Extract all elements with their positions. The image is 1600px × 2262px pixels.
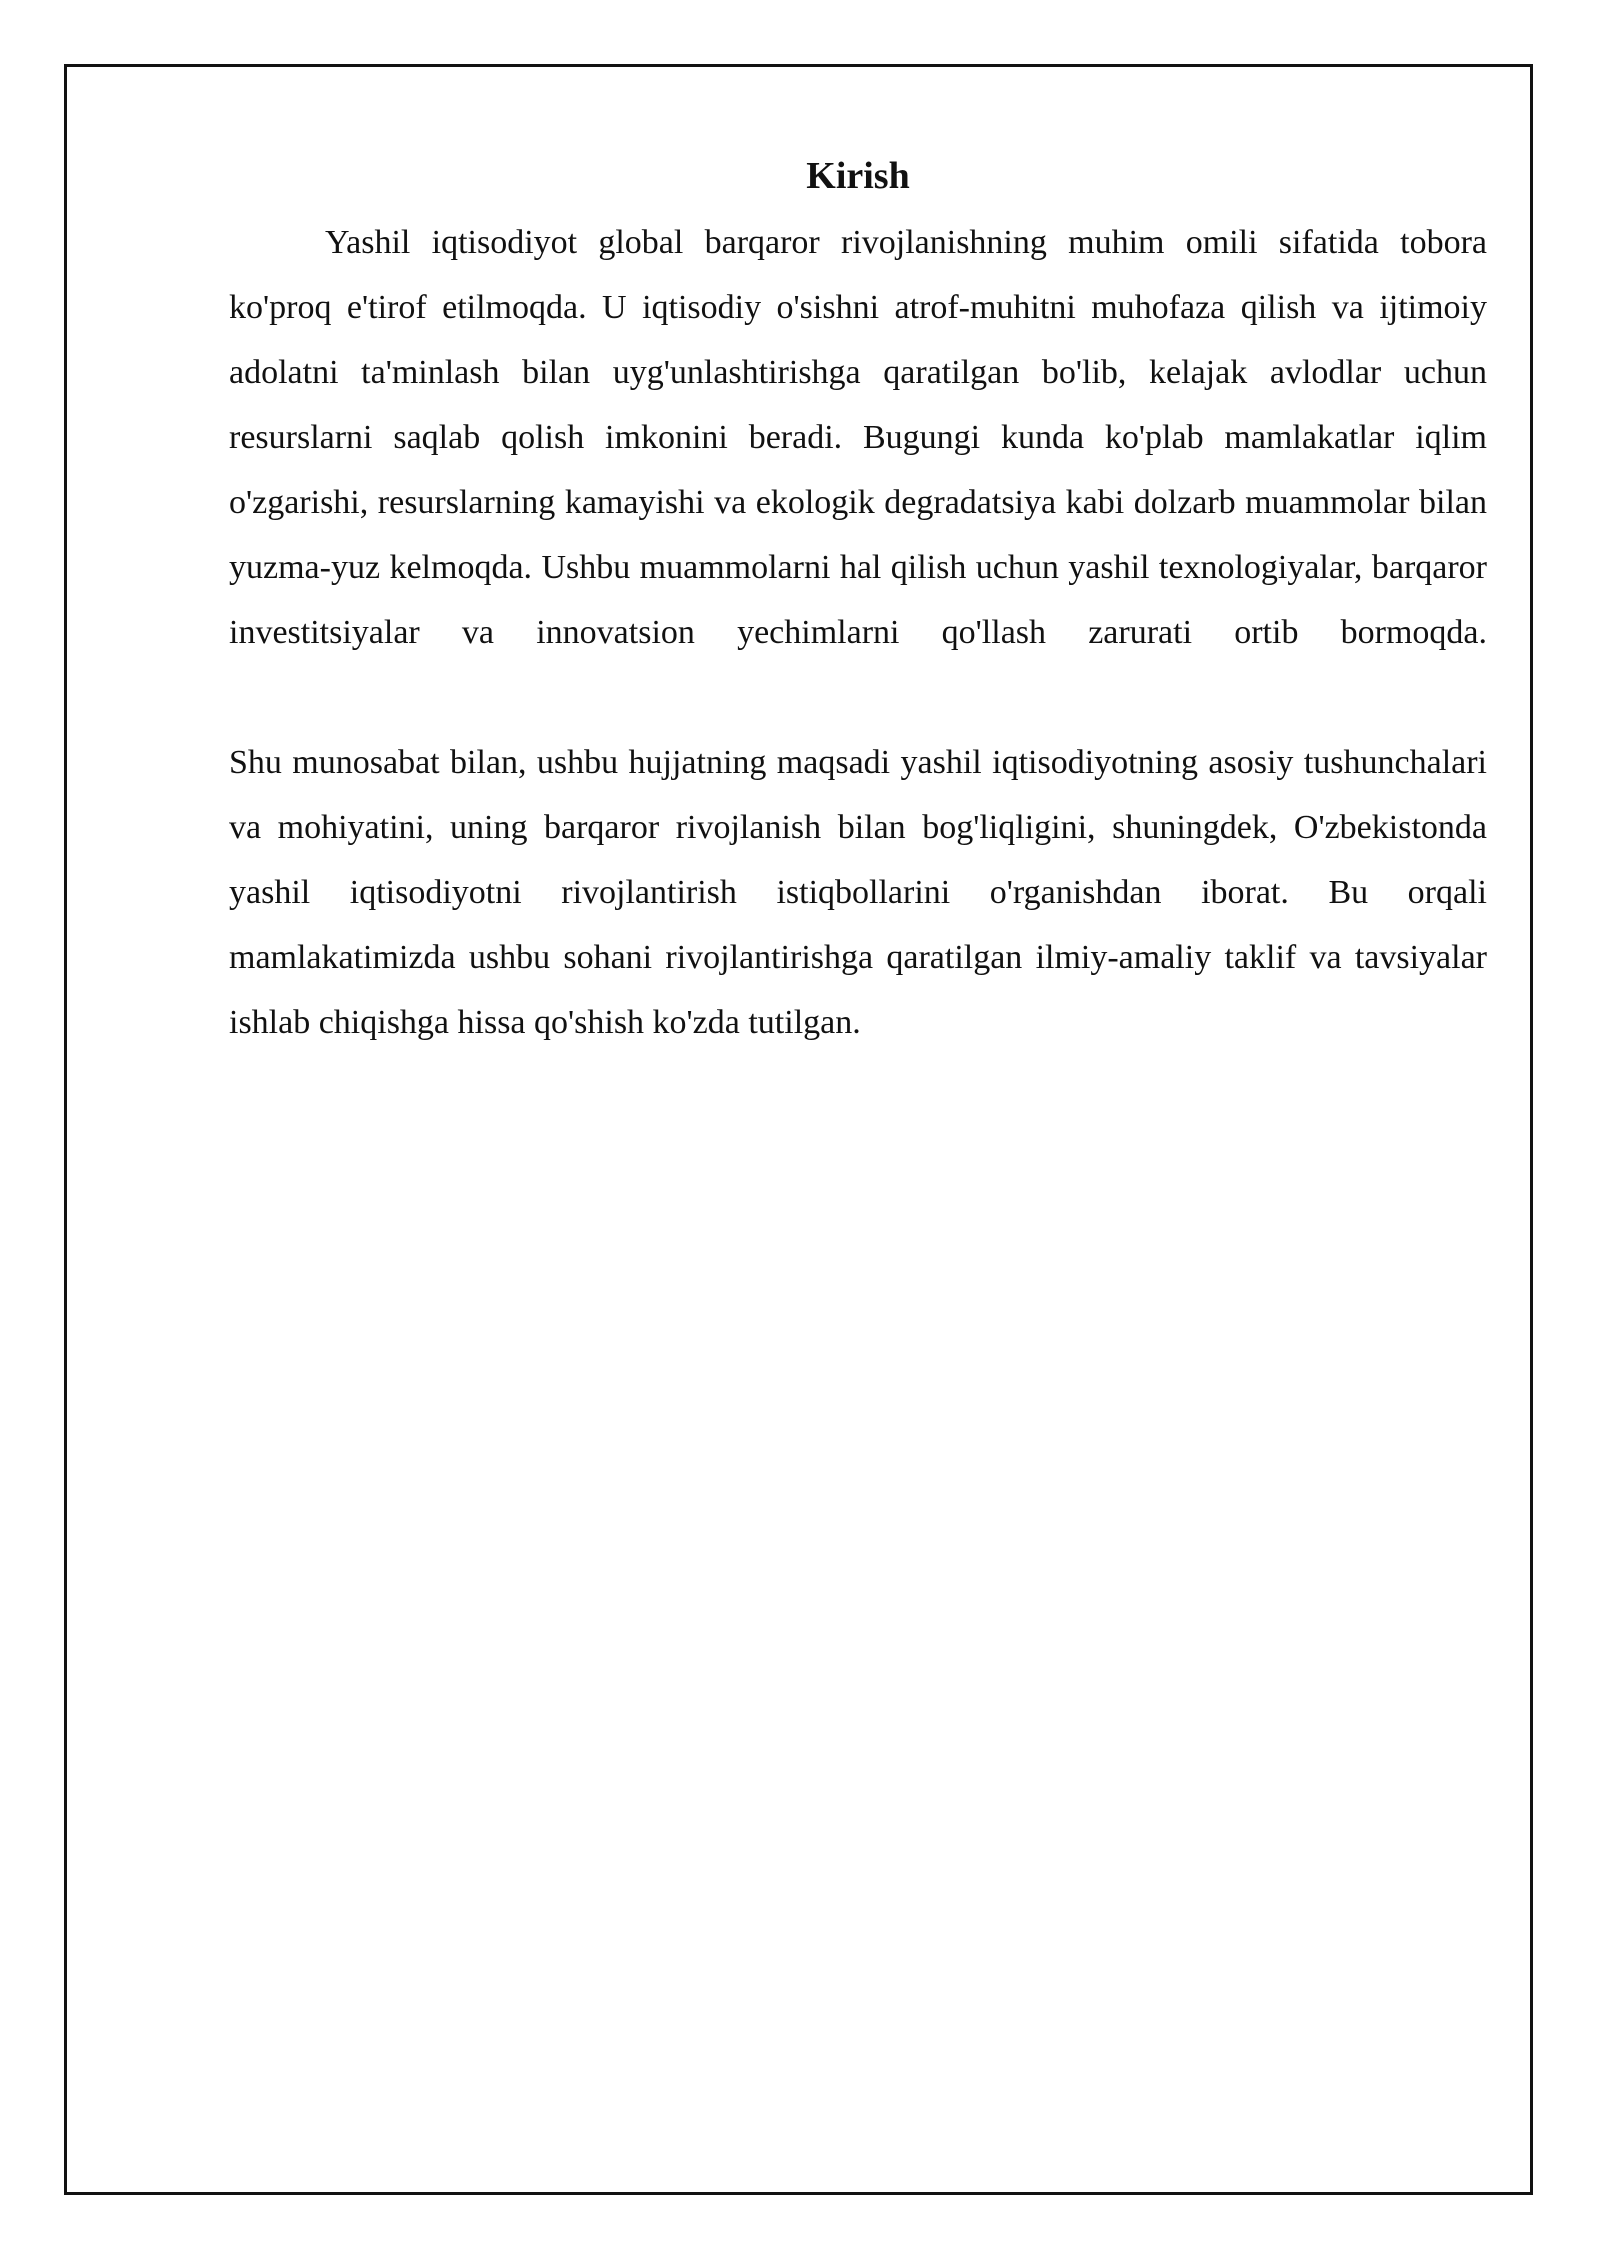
paragraph-purpose: Shu munosabat bilan, ushbu hujjatning maqsadi yashil iqtisodiyotning asosiy tushunchalari va mohiyatini, uning barqaror rivojlanish bilan bog'liqligini, shuningdek, O'zbekistonda yashil iqtisodiyotni rivojlantirish istiqbollarini o'rganishdan iborat. Bu orqali mamlakatimizda ushbu sohani rivojlantirishga qaratilgan ilmiy-amaliy taklif va tavsiyalar ishlab chiqishga hissa qo'shish ko'zda tutilgan. [229, 744, 1487, 1041]
document-body [229, 150, 1487, 1055]
paragraph-intro: Yashil iqtisodiyot global barqaror rivojlanishning muhim omili sifatida tobora ko'proq e'tirof etilmoqda. U iqtisodiy o'sishni atrof-muhitni muhofaza qilish va ijtimoiy adolatni ta'minlash bilan uyg'unlashtirishga qaratilgan bo'lib, kelajak avlodlar uchun resurslarni saqlab qolish imkonini beradi. Bugungi kunda ko'plab mamlakatlar iqlim o'zgarishi, resurslarning kamayishi va ekologik degradatsiya kabi dolzarb muammolar bilan yuzma-yuz kelmoqda. Ushbu muammolarni hal qilish uchun yashil texnologiyalar, barqaror investitsiyalar va innovatsion yechimlarni qo'llash zarurati ortib bormoqda. [229, 224, 1487, 651]
document-title: Kirish [806, 155, 910, 197]
